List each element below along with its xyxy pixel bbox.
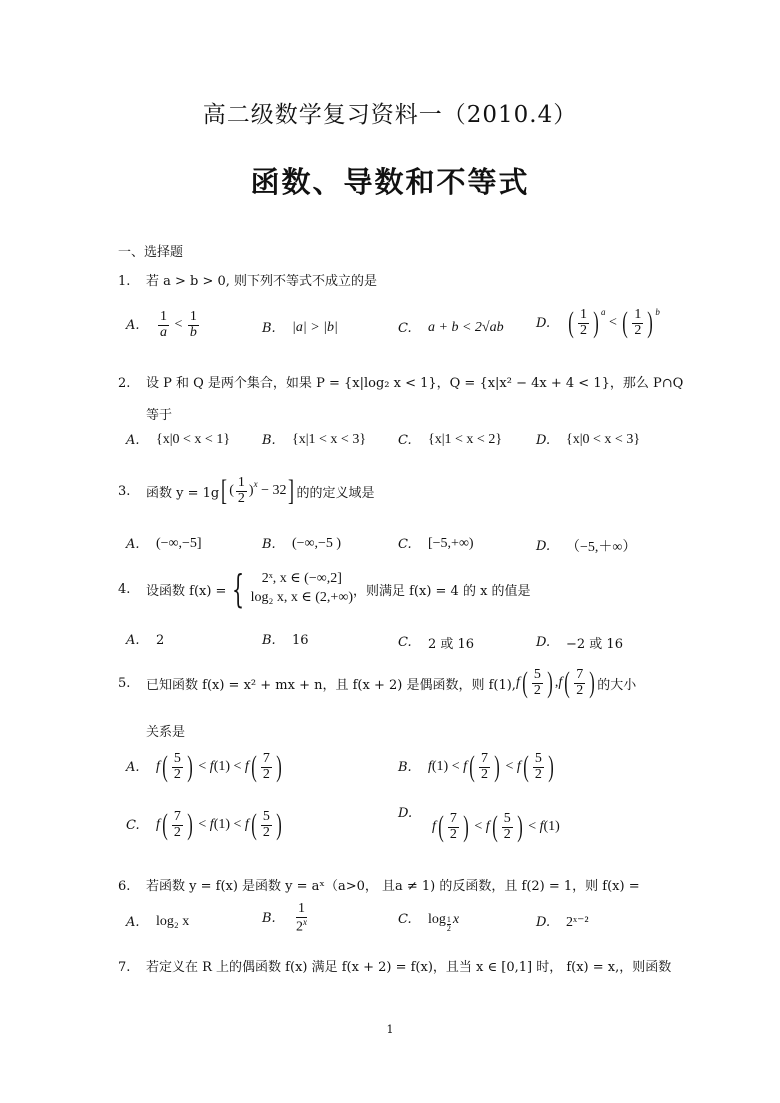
option-label: A. bbox=[126, 633, 140, 648]
question-text: 若 a > b > 0, 则下列不等式不成立的是 bbox=[146, 274, 378, 289]
formula: |a| > |b| bbox=[292, 320, 338, 335]
option-text: −2 或 16 bbox=[566, 637, 623, 652]
question-text: 已知函数 f(x) = x² + mx + n，且 f(x + 2) 是偶函数，则 f(1), bbox=[146, 677, 516, 693]
question-7 bbox=[118, 956, 671, 975]
formula: ( $\frac{1}{2}$ ) a < ( $\frac{1}{2}$ ) b bbox=[568, 306, 660, 340]
formula: {x|0 < x < 3} bbox=[566, 432, 641, 447]
q1-option-a bbox=[126, 310, 201, 340]
question-text: 设函数 f(x) = bbox=[146, 583, 227, 599]
formula: $\frac{1}{2^x}$ bbox=[296, 901, 307, 935]
formula: [−5,+∞) bbox=[428, 536, 474, 551]
option-label: C. bbox=[398, 432, 412, 448]
formula: f ( $\frac{7}{2}$ ) < f ( $\frac{5}{2}$ ) < f (1) bbox=[432, 810, 560, 844]
option-label: C. bbox=[398, 912, 412, 927]
option-label: A. bbox=[126, 432, 140, 448]
q3-option-c bbox=[398, 536, 474, 552]
question-number: 7. bbox=[118, 960, 131, 975]
q5-option-c bbox=[126, 810, 284, 840]
q4-option-b bbox=[262, 633, 309, 648]
page-number: 1 bbox=[386, 1023, 394, 1036]
option-label: D. bbox=[536, 915, 551, 930]
question-6 bbox=[118, 875, 640, 894]
section-heading: 一、选择题 bbox=[118, 245, 184, 260]
formula: （−5,＋∞） bbox=[566, 540, 637, 555]
option-text: 16 bbox=[292, 633, 309, 648]
q3-option-d bbox=[536, 536, 636, 556]
question-text-end: ，则满足 f(x) = 4 的 x 的值是 bbox=[352, 583, 531, 599]
option-label: D. bbox=[398, 806, 413, 821]
q6-option-a bbox=[126, 914, 189, 930]
q5-option-d bbox=[398, 806, 560, 842]
question-text: 设 P 和 Q 是两个集合，如果 P = {x|log₂ x < 1}，Q = {x|x² − 4x + 4 < 1}，那么 P∩Q bbox=[146, 376, 684, 391]
question-number: 6. bbox=[118, 879, 131, 894]
question-text: 若函数 y = f(x) 是函数 y = aˣ（a>0， 且a ≠ 1) 的反函数，且 f(2) = 1，则 f(x) = bbox=[146, 879, 640, 894]
option-label: D. bbox=[536, 538, 551, 554]
formula: (−∞,−5] bbox=[156, 536, 202, 551]
option-label: B. bbox=[262, 432, 276, 448]
q2-option-b bbox=[262, 432, 366, 448]
option-label: A. bbox=[126, 914, 140, 930]
option-label: D. bbox=[536, 635, 551, 650]
question-5-continuation: 关系是 bbox=[146, 725, 186, 740]
option-label: C. bbox=[398, 536, 412, 552]
formula: f ( $\frac{5}{2}$ ) , f ( $\frac{7}{2}$ ) bbox=[515, 666, 595, 700]
question-text: 若定义在 R 上的偶函数 f(x) 满足 f(x + 2) = f(x)，且当 x ∈ [0,1] 时， f(x) = x,，则函数 bbox=[146, 960, 672, 975]
question-text: 函数 y = 1g bbox=[146, 485, 220, 501]
formula: {x|1 < x < 2} bbox=[428, 432, 503, 447]
option-label: B. bbox=[262, 320, 276, 336]
q2-option-d bbox=[536, 432, 640, 448]
formula: 2ˣ⁻² bbox=[566, 915, 589, 930]
q1-option-c bbox=[398, 320, 504, 336]
question-5 bbox=[118, 668, 636, 698]
question-text-end: 的大小 bbox=[597, 677, 637, 693]
question-1 bbox=[118, 270, 377, 289]
q3-option-a bbox=[126, 536, 202, 552]
q5-option-a bbox=[126, 752, 284, 782]
formula: f ( $\frac{7}{2}$ ) < f (1) < f ( $\frac{5}{2}$ ) bbox=[156, 808, 282, 842]
option-label: B. bbox=[262, 536, 276, 552]
formula: [ ( $\frac{1}{2}$ ) x − 32 ] bbox=[221, 474, 295, 508]
question-number: 1. bbox=[118, 274, 131, 289]
option-text: 2 bbox=[156, 633, 165, 648]
option-label: D. bbox=[536, 432, 551, 448]
option-label: C. bbox=[398, 635, 412, 650]
q6-option-b bbox=[262, 902, 311, 935]
question-2 bbox=[118, 372, 683, 391]
question-4 bbox=[118, 567, 531, 611]
q4-option-a bbox=[126, 633, 164, 648]
question-number: 5. bbox=[118, 675, 131, 691]
q2-option-a bbox=[126, 432, 230, 448]
q6-option-c bbox=[398, 906, 459, 933]
document-title: 高二级数学复习资料一（2010.4） bbox=[202, 102, 578, 128]
formula: a + b < 2√ab bbox=[428, 320, 504, 335]
formula: {x|1 < x < 3} bbox=[292, 432, 367, 447]
piecewise-cases bbox=[251, 570, 353, 608]
q3-option-b bbox=[262, 536, 341, 552]
option-label: A. bbox=[126, 759, 140, 775]
option-label: C. bbox=[398, 320, 412, 336]
option-label: B. bbox=[262, 633, 276, 648]
option-label: B. bbox=[262, 911, 276, 927]
formula: {x|0 < x < 1} bbox=[156, 432, 231, 447]
question-number: 2. bbox=[118, 376, 131, 391]
option-label: D. bbox=[536, 315, 551, 331]
formula: log₂ x bbox=[156, 914, 190, 929]
formula: log 1 2 x bbox=[428, 911, 460, 933]
q1-option-b bbox=[262, 320, 338, 336]
q2-option-c bbox=[398, 432, 502, 448]
case-2: log₂ x, x ∈ (2,+∞) bbox=[250, 590, 353, 605]
option-label: B. bbox=[398, 759, 412, 775]
question-3 bbox=[118, 476, 375, 506]
formula: f ( $\frac{5}{2}$ ) < f (1) < f ( $\frac{7}{2}$ ) bbox=[156, 750, 282, 784]
q4-option-c bbox=[398, 633, 474, 652]
option-label: C. bbox=[126, 817, 140, 833]
q6-option-d bbox=[536, 914, 589, 931]
q5-option-b bbox=[398, 752, 556, 782]
option-text: 2 或 16 bbox=[428, 637, 475, 652]
question-text-end: 的的定义域是 bbox=[296, 485, 375, 501]
question-number: 3. bbox=[118, 483, 131, 499]
case-1: 2ˣ, x ∈ (−∞,2] bbox=[261, 571, 342, 587]
formula: (−∞,−5 ) bbox=[292, 536, 342, 551]
q1-option-d bbox=[536, 308, 660, 338]
option-label: A. bbox=[126, 536, 140, 552]
question-2-continuation: 等于 bbox=[146, 408, 173, 423]
option-label: A. bbox=[126, 317, 140, 333]
q4-option-d bbox=[536, 633, 623, 652]
document-subtitle: 函数、导数和不等式 bbox=[250, 165, 530, 199]
left-brace: { bbox=[232, 567, 245, 611]
formula: $\frac{1}{a}$ < $\frac{1}{b}$ bbox=[160, 309, 197, 340]
question-number: 4. bbox=[118, 581, 131, 597]
formula: f (1) < f ( $\frac{7}{2}$ ) < f ( $\frac{5}{2}$ ) bbox=[428, 750, 554, 784]
